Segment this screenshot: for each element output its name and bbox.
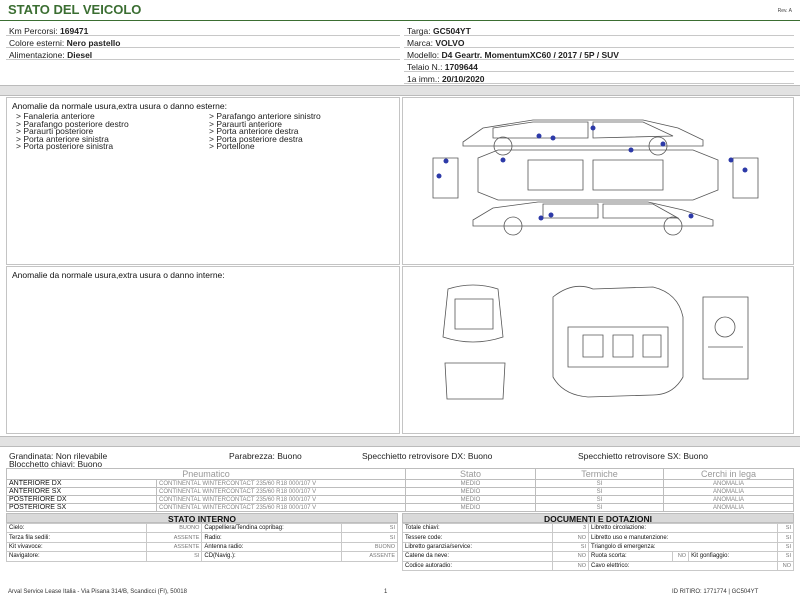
note-specchio-sx: Specchietto retrovisore SX: Buono (578, 451, 708, 461)
footer-id: ID RITIRO: 1771774 | GC504YT (672, 589, 759, 595)
vehicle-info (0, 23, 800, 85)
list-item: > Parafango posteriore destro (16, 118, 129, 129)
documenti-table (402, 523, 794, 571)
internal-damage-title: Anomalie da normale usura,extra usura o danno interne: (12, 270, 225, 280)
table-row: Catene da neve: NO Ruota scorta: NO Kit gonfiaggio: SI (403, 552, 794, 561)
footer-address: Arval Service Lease Italia - Via Pisana 314/B, Scandicci (FI), 50018 (8, 589, 187, 595)
car-interior-diagram (403, 267, 795, 435)
list-item: > Portellone (209, 141, 255, 152)
tyres-table (6, 468, 794, 512)
table-row: Libretto garanzia/service: SI Triangolo di emergenza: SI (403, 542, 794, 551)
info-modello: Modello: D4 Geartr. MomentumXC60 / 2017 / 5P / SUV (407, 50, 619, 60)
page-title: STATO DEL VEICOLO (8, 2, 142, 17)
tyres-header-stato: Stato (406, 469, 536, 480)
info-targa: Targa: GC504YT (407, 26, 471, 36)
tyres-header-cerchi: Cerchi in lega (664, 469, 794, 480)
table-row: Cielo: BUONO Cappelliera/Tendina copribag: SI (7, 524, 398, 533)
list-item: > Parafango anteriore sinistro (209, 111, 321, 121)
info-colore: Colore esterni: Nero pastello (9, 38, 121, 48)
table-row: Navigatore: SI CD(Navig.): ASSENTE (7, 552, 398, 561)
section-divider-2 (0, 436, 800, 447)
title-divider (0, 20, 800, 21)
list-item: > Porta anteriore destra (209, 126, 299, 137)
table-row: POSTERIORE SX CONTINENTAL WINTERCONTACT 235/60 R18 000/107 V MEDIO SI ANOMALIA (7, 504, 794, 512)
note-parabrezza: Parabrezza: Buono (229, 451, 302, 461)
info-marca: Marca: VOLVO (407, 38, 465, 48)
list-item: > Fanaleria anteriore (16, 111, 95, 121)
stato-interno-table (6, 523, 398, 562)
info-telaio: Telaio N.: 1709644 (407, 62, 478, 72)
car-exterior-diagram (403, 98, 795, 266)
external-damage-list-2 (209, 113, 321, 151)
list-item: > Porta anteriore sinistra (16, 133, 109, 144)
list-item: > Paraurti posteriore (16, 126, 94, 137)
section-divider (0, 85, 800, 96)
table-row: POSTERIORE DX CONTINENTAL WINTERCONTACT 235/60 R18 000/107 V MEDIO SI ANOMALIA (7, 496, 794, 504)
internal-damage-panel (6, 266, 400, 434)
table-row: ANTERIORE DX CONTINENTAL WINTERCONTACT 235/60 R18 000/107 V MEDIO SI ANOMALIA (7, 480, 794, 488)
list-item: > Porta posteriore sinistra (16, 141, 114, 152)
external-damage-title: Anomalie da normale usura,extra usura o danno esterne: (12, 101, 227, 111)
table-row: Terza fila sedili: ASSENTE Radio: SI (7, 533, 398, 542)
documenti-title: DOCUMENTI E DOTAZIONI (402, 513, 794, 523)
external-diagram-panel (402, 97, 794, 265)
revision-label: Rev. A (777, 8, 792, 14)
list-item: > Paraurti anteriore (209, 118, 282, 129)
table-row: Kit vivavoce: ASSENTE Antenna radio: BUONO (7, 542, 398, 551)
list-item: > Porta posteriore destra (209, 133, 303, 144)
info-alimentazione: Alimentazione: Diesel (9, 50, 93, 60)
tyres-header-pneumatico: Pneumatico (7, 469, 406, 480)
table-row: Codice autoradio: NO Cavo elettrico: NO (403, 561, 794, 570)
note-specchio-dx: Specchietto retrovisore DX: Buono (362, 451, 493, 461)
external-damage-list-1 (16, 113, 129, 151)
table-row: Totale chiavi: 3 Libretto circolazione: SI (403, 524, 794, 533)
info-immatricolazione: 1a imm.: 20/10/2020 (407, 74, 485, 84)
table-row: Tessere code: NO Libretto uso e manutenzione: SI (403, 533, 794, 542)
table-row: ANTERIORE SX CONTINENTAL WINTERCONTACT 235/60 R18 000/107 V MEDIO SI ANOMALIA (7, 488, 794, 496)
stato-interno-title: STATO INTERNO (6, 513, 398, 523)
note-blocchetto: Blocchetto chiavi: Buono (9, 459, 103, 469)
footer-page-number: 1 (384, 589, 388, 595)
note-grandinata: Grandinata: Non rilevabile (9, 451, 108, 461)
info-km: Km Percorsi: 169471 (9, 26, 89, 36)
tyres-header-termiche: Termiche (536, 469, 664, 480)
internal-diagram-panel (402, 266, 794, 434)
external-damage-panel (6, 97, 400, 265)
